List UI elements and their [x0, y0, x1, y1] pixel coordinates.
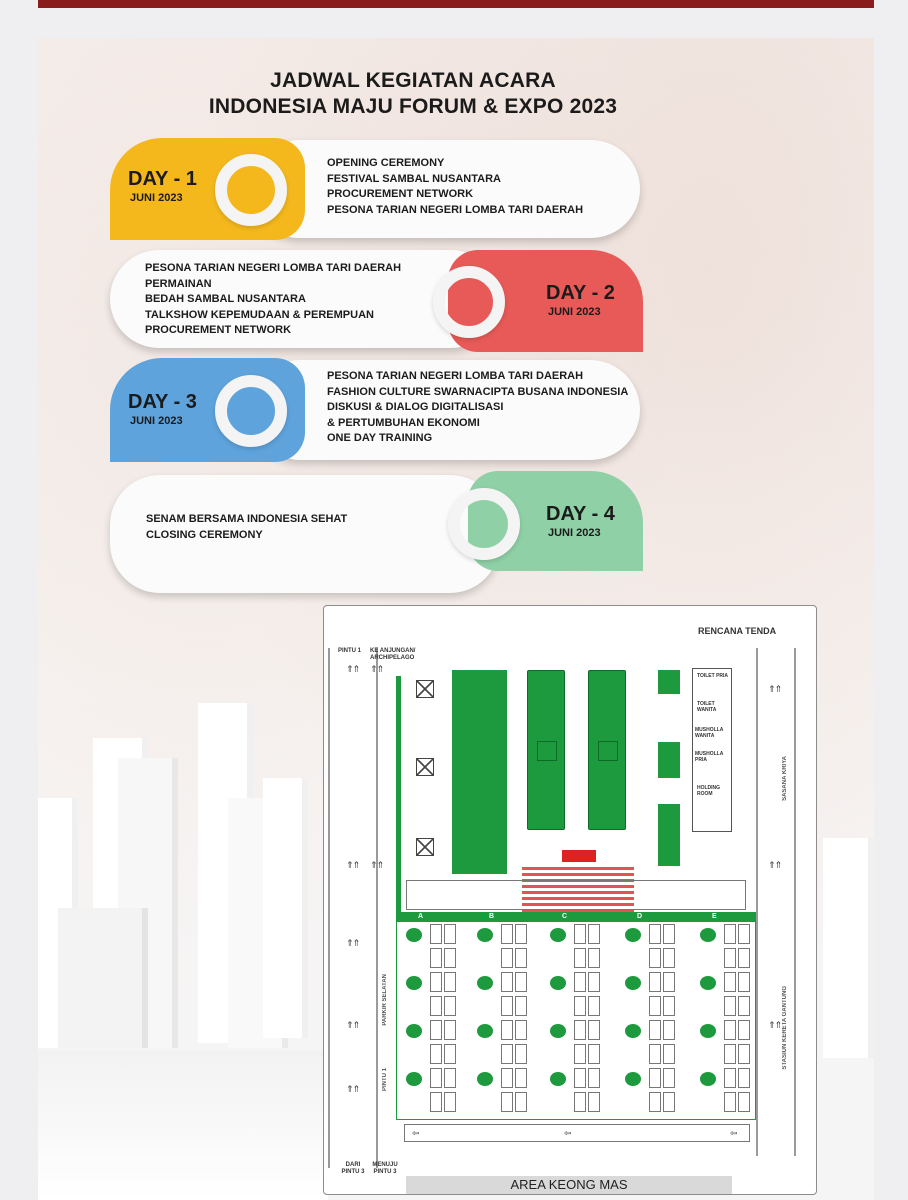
tree-icon — [550, 928, 566, 942]
activity-item: CLOSING CEREMONY — [146, 528, 263, 541]
booth-cell — [724, 924, 736, 944]
booth-cell — [501, 996, 513, 1016]
stasiun-label: STASIUN KERETA GANTUNG — [782, 986, 788, 1070]
tree-icon — [625, 1024, 641, 1038]
booth-cell — [663, 1044, 675, 1064]
tree-icon — [477, 1072, 493, 1086]
tree-icon — [406, 976, 422, 990]
entry-arrow-icon: ⇑⇑ — [370, 860, 384, 870]
activity-item: PESONA TARIAN NEGERI LOMBA TARI DAERAH — [145, 262, 402, 274]
tree-icon — [700, 1024, 716, 1038]
activity-item: BEDAH SAMBAL NUSANTARA — [145, 293, 306, 305]
facility-block: TOILET PRIA TOILET WANITA MUSHOLLA WANITA MUSHOLLA PRIA HOLDING ROOM — [692, 668, 732, 832]
booth-cell — [588, 1020, 600, 1040]
map-title: RENCANA TENDA — [698, 626, 777, 636]
day-2-activities — [145, 261, 401, 339]
booth-cell — [444, 948, 456, 968]
tree-icon — [700, 928, 716, 942]
booth-cell — [501, 1068, 513, 1088]
booth-cell — [430, 924, 442, 944]
activity-item: DISKUSI & DIALOG DIGITALISASI — [327, 401, 504, 413]
tree-icon — [625, 1072, 641, 1086]
activity-item: TALKSHOW KEPEMUDAAN & PEREMPUAN — [145, 308, 374, 321]
tree-icon — [700, 976, 716, 990]
booth-cell — [515, 996, 527, 1016]
booth-cell — [588, 1068, 600, 1088]
booth-cell — [649, 948, 661, 968]
activity-item: FASHION CULTURE SWARNACIPTA BUSANA INDONESIA — [327, 385, 629, 398]
zone-label: B — [489, 913, 495, 920]
activity-item: & PERTUMBUHAN EKONOMI — [327, 416, 480, 429]
booth-cell — [738, 948, 750, 968]
booth-cell — [663, 1092, 675, 1112]
booth-cell — [663, 1020, 675, 1040]
x-marker-icon — [416, 680, 434, 698]
activity-item: FESTIVAL SAMBAL NUSANTARA — [327, 172, 501, 185]
day-3-activities — [327, 369, 628, 447]
booth-cell — [574, 996, 586, 1016]
booth-cell — [649, 924, 661, 944]
booth-cell — [724, 996, 736, 1016]
day-3-ring — [215, 375, 287, 447]
pintu1-side-label: PINTU 1 — [382, 1068, 388, 1092]
booth-cell — [738, 996, 750, 1016]
booth-cell — [430, 996, 442, 1016]
booth-cell — [444, 1092, 456, 1112]
booth-cell — [430, 948, 442, 968]
booth-cell — [430, 1092, 442, 1112]
booth-cell — [588, 924, 600, 944]
booth-cell — [663, 996, 675, 1016]
event-poster — [38, 38, 874, 1200]
area-keong-mas: AREA KEONG MAS — [406, 1176, 732, 1194]
booth-cell — [649, 972, 661, 992]
tree-icon — [477, 1024, 493, 1038]
activity-item: OPENING CEREMONY — [327, 157, 445, 169]
booth-cell — [724, 1020, 736, 1040]
day-4-activities — [146, 512, 347, 543]
map-anjungan-label: KE ANJUNGAN/ ARCHIPELAGO — [370, 648, 416, 661]
day-2-date: JUNI 2023 — [548, 306, 601, 318]
x-marker-icon — [416, 838, 434, 856]
booth-cell — [501, 948, 513, 968]
day-2-ring — [433, 266, 505, 338]
booth-cell — [501, 924, 513, 944]
left-arrow-icon: ⇦ — [564, 1128, 571, 1138]
booth-cell — [501, 1020, 513, 1040]
left-arrow-icon: ⇦ — [730, 1128, 737, 1138]
activity-item: PESONA TARIAN NEGERI LOMBA TARI DAERAH — [327, 203, 584, 216]
top-accent-bar — [38, 0, 874, 8]
tree-icon — [625, 928, 641, 942]
booth-cell — [430, 1068, 442, 1088]
booth-cell — [444, 996, 456, 1016]
tent-column — [588, 670, 626, 830]
booth-cell — [574, 972, 586, 992]
booth-cell — [444, 924, 456, 944]
booth-cell — [515, 948, 527, 968]
booth-cell — [588, 1092, 600, 1112]
booth-cell — [430, 1020, 442, 1040]
booth-cell — [515, 1044, 527, 1064]
day-1-label: DAY - 1 — [128, 168, 197, 190]
activity-item: PERMAINAN — [145, 277, 212, 290]
parkir-label: PARKIR SELATAN — [382, 974, 388, 1026]
booth-cell — [724, 1092, 736, 1112]
tree-icon — [477, 976, 493, 990]
entry-arrow-icon: ⇑⇑ — [768, 860, 782, 870]
booth-cell — [515, 972, 527, 992]
day-4-ring — [448, 488, 520, 560]
booth-cell — [501, 972, 513, 992]
booth-cell — [724, 948, 736, 968]
booth-cell — [430, 972, 442, 992]
entry-arrow-icon: ⇑⇑ — [768, 1020, 782, 1030]
dari-pintu3-label: DARI PINTU 3 — [341, 1162, 365, 1175]
entry-arrow-icon: ⇑⇑ — [346, 664, 360, 674]
main-stage-block — [452, 670, 507, 874]
booth-cell — [649, 1092, 661, 1112]
booth-cell — [444, 1020, 456, 1040]
booth-cell — [738, 924, 750, 944]
booth-cell — [738, 1044, 750, 1064]
booth-cell — [574, 1044, 586, 1064]
booth-cell — [501, 1044, 513, 1064]
tent-plan-map — [323, 605, 817, 1195]
day-1-activities — [327, 156, 583, 218]
booth-cell — [724, 1068, 736, 1088]
booth-cell — [663, 948, 675, 968]
day-3-date: JUNI 2023 — [130, 415, 183, 427]
booth-cell — [738, 1092, 750, 1112]
booth-cell — [501, 1092, 513, 1112]
activity-item: SENAM BERSAMA INDONESIA SEHAT — [146, 513, 348, 525]
entry-arrow-icon: ⇑⇑ — [346, 1020, 360, 1030]
booth-cell — [444, 972, 456, 992]
zone-label: D — [637, 913, 643, 920]
tree-icon — [406, 928, 422, 942]
day-4-label: DAY - 4 — [546, 503, 615, 525]
tree-icon — [477, 928, 493, 942]
menuju-pintu3-label: MENUJU PINTU 3 — [372, 1162, 398, 1175]
tree-icon — [550, 1072, 566, 1086]
booth-cell — [515, 1020, 527, 1040]
day-3-label: DAY - 3 — [128, 391, 197, 413]
zone-label: C — [562, 913, 568, 920]
booth-cell — [738, 972, 750, 992]
day-1-ring — [215, 154, 287, 226]
day-1-date: JUNI 2023 — [130, 192, 183, 204]
poster-title-line2: INDONESIA MAJU FORUM & EXPO 2023 — [208, 95, 618, 118]
tree-icon — [406, 1072, 422, 1086]
booth-cell — [724, 1044, 736, 1064]
booth-cell — [724, 972, 736, 992]
poster-title-line1: JADWAL KEGIATAN ACARA — [270, 69, 556, 92]
tree-icon — [550, 1024, 566, 1038]
booth-cell — [515, 924, 527, 944]
map-pintu1-label: PINTU 1 — [338, 648, 362, 654]
activity-item: PROCUREMENT NETWORK — [145, 324, 292, 336]
booth-cell — [574, 1092, 586, 1112]
booth-cell — [663, 924, 675, 944]
booth-cell — [663, 1068, 675, 1088]
booth-cell — [663, 972, 675, 992]
booth-cell — [430, 1044, 442, 1064]
zone-label: E — [712, 913, 717, 920]
booth-cell — [649, 996, 661, 1016]
activity-item: ONE DAY TRAINING — [327, 432, 433, 444]
activity-item: PESONA TARIAN NEGERI LOMBA TARI DAERAH — [327, 370, 584, 382]
entry-arrow-icon: ⇑⇑ — [346, 1084, 360, 1094]
booth-cell — [588, 996, 600, 1016]
booth-cell — [588, 1044, 600, 1064]
booth-cell — [649, 1044, 661, 1064]
left-arrow-icon: ⇦ — [412, 1128, 419, 1138]
tent-column — [527, 670, 565, 830]
booth-cell — [574, 924, 586, 944]
entry-arrow-icon: ⇑⇑ — [346, 860, 360, 870]
day-2-label: DAY - 2 — [546, 282, 615, 304]
entry-arrow-icon: ⇑⇑ — [346, 938, 360, 948]
booth-cell — [649, 1020, 661, 1040]
entry-arrow-icon: ⇑⇑ — [370, 664, 384, 674]
tree-icon — [550, 976, 566, 990]
booth-cell — [574, 1020, 586, 1040]
x-marker-icon — [416, 758, 434, 776]
sasana-kriya-label: SASANA KRIYA — [782, 756, 788, 801]
day-4-date: JUNI 2023 — [548, 527, 601, 539]
booth-cell — [738, 1020, 750, 1040]
booth-cell — [444, 1068, 456, 1088]
booth-cell — [444, 1044, 456, 1064]
activity-item: PROCUREMENT NETWORK — [327, 188, 474, 200]
zone-label: A — [418, 913, 424, 920]
booth-cell — [574, 1068, 586, 1088]
tree-icon — [406, 1024, 422, 1038]
booth-cell — [649, 1068, 661, 1088]
booth-cell — [515, 1092, 527, 1112]
tree-icon — [625, 976, 641, 990]
booth-cell — [588, 972, 600, 992]
booth-cell — [574, 948, 586, 968]
booth-cell — [588, 948, 600, 968]
booth-cell — [515, 1068, 527, 1088]
booth-cell — [738, 1068, 750, 1088]
tree-icon — [700, 1072, 716, 1086]
entry-arrow-icon: ⇑⇑ — [768, 684, 782, 694]
